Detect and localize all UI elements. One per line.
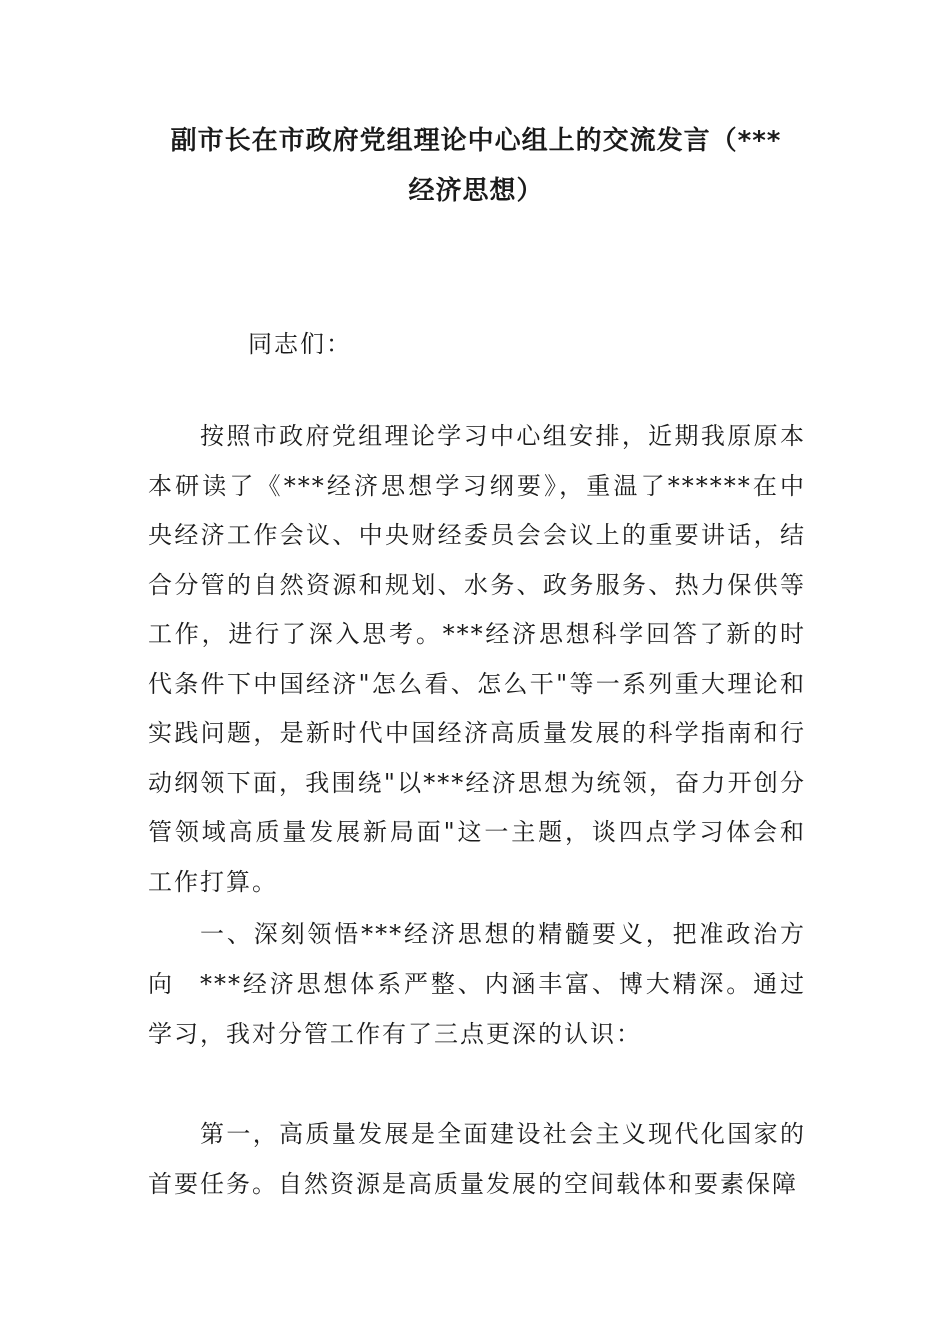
section-heading-1: 一、深刻领悟***经济思想的精髓要义，把准政治方向 xyxy=(148,920,806,998)
paragraph-section-1: ***经济思想体系严整、内涵丰富、博大精深。通过学习，我对分管工作有了三点更深的认识： xyxy=(148,970,806,1048)
greeting: 同志们： xyxy=(248,330,352,358)
paragraph-point-1: 第一，高质量发展是全面建设社会主义现代化国家的首要任务。自然资源是高质量发展的空间载体和要素保障 xyxy=(148,1120,806,1198)
document-title-line-2: 经济思想） xyxy=(408,176,544,206)
paragraph-intro: 按照市政府党组理论学习中心组安排，近期我原原本本研读了《***经济思想学习纲要》，重温了******在中央经济工作会议、中央财经委员会会议上的重要讲话，结合分管的自然资源和规划、水务、政务服务、热力保供等工作，进行了深入思考。***经济思想科学回答了新的时代条件下中国经济"怎么看、怎么干"等一系列重大理论和实践问题，是新时代中国经济高质量发展的科学指南和行动纲领下面，我围绕"以***经济思想为统领，奋力开创分管领域高质量发展新局面"这一主题，谈四点学习体会和工作打算。 xyxy=(148,422,806,896)
document-title-line-1: 副市长在市政府党组理论中心组上的交流发言（*** xyxy=(170,126,782,156)
